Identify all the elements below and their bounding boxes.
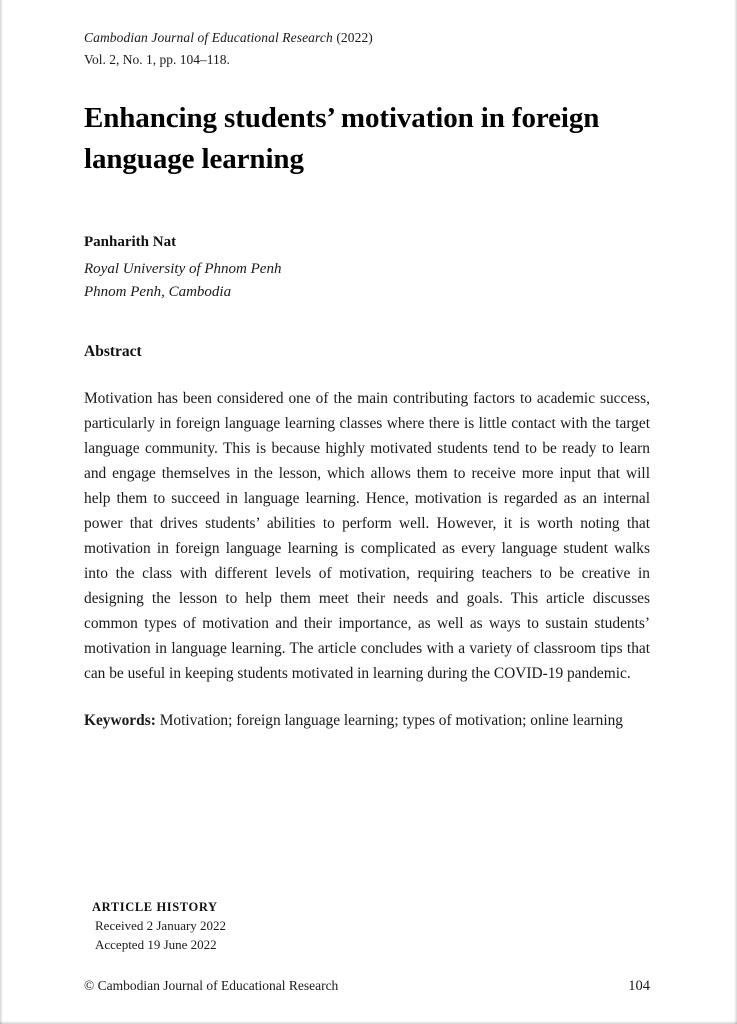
page-edge-shadow-left <box>0 0 3 1024</box>
article-history-heading: ARTICLE HISTORY <box>92 900 218 914</box>
page-number: 104 <box>628 978 650 994</box>
author-name: Panharith Nat <box>84 234 177 251</box>
affiliation-location: Phnom Penh, Cambodia <box>84 283 232 300</box>
journal-citation-line <box>84 30 650 46</box>
page-content <box>84 0 650 1024</box>
copyright-notice: © Cambodian Journal of Educational Research <box>84 978 339 993</box>
journal-name: Cambodian Journal of Educational Research <box>84 30 333 45</box>
keywords-block <box>84 709 650 733</box>
journal-year: (2022) <box>336 30 373 45</box>
page-footer <box>84 978 650 995</box>
author-affiliation <box>84 258 650 303</box>
article-history-received: Received 2 January 2022 <box>95 918 227 933</box>
affiliation-institution: Royal University of Phnom Penh <box>84 261 282 278</box>
keywords-label: Keywords: <box>84 711 156 729</box>
page-title: Enhancing students’ motivation in foreign language learning <box>84 102 600 176</box>
volume-issue-pages: Vol. 2, No. 1, pp. 104–118. <box>84 52 230 67</box>
abstract-text: Motivation has been considered one of the main contributing factors to academic success, particularly in foreign language learning classes where there is little contact with the target language community. This is because highly motivated students tend to be ready to learn and engage themselves in the lesson, which allows them to receive more input that will help them to succeed in language learning. Hence, motivation is regarded as an internal power that drives students’ abilities to perform well. However, it is worth noting that motivation in foreign language learning is complicated as every language student walks into the class with different levels of motivation, requiring teachers to be creative in designing the lesson to help them meet their needs and goals. This article discusses common types of motivation and their importance, as well as ways to sustain students’ motivation in language learning. The article concludes with a variety of classroom tips that can be useful in keeping students motivated in learning during the COVID-19 pandemic. <box>84 390 650 682</box>
article-history-accepted: Accepted 19 June 2022 <box>95 937 217 952</box>
keywords-list: Motivation; foreign language learning; types of motivation; online learning <box>159 711 624 729</box>
article-history <box>92 900 492 953</box>
abstract-heading: Abstract <box>84 343 142 361</box>
